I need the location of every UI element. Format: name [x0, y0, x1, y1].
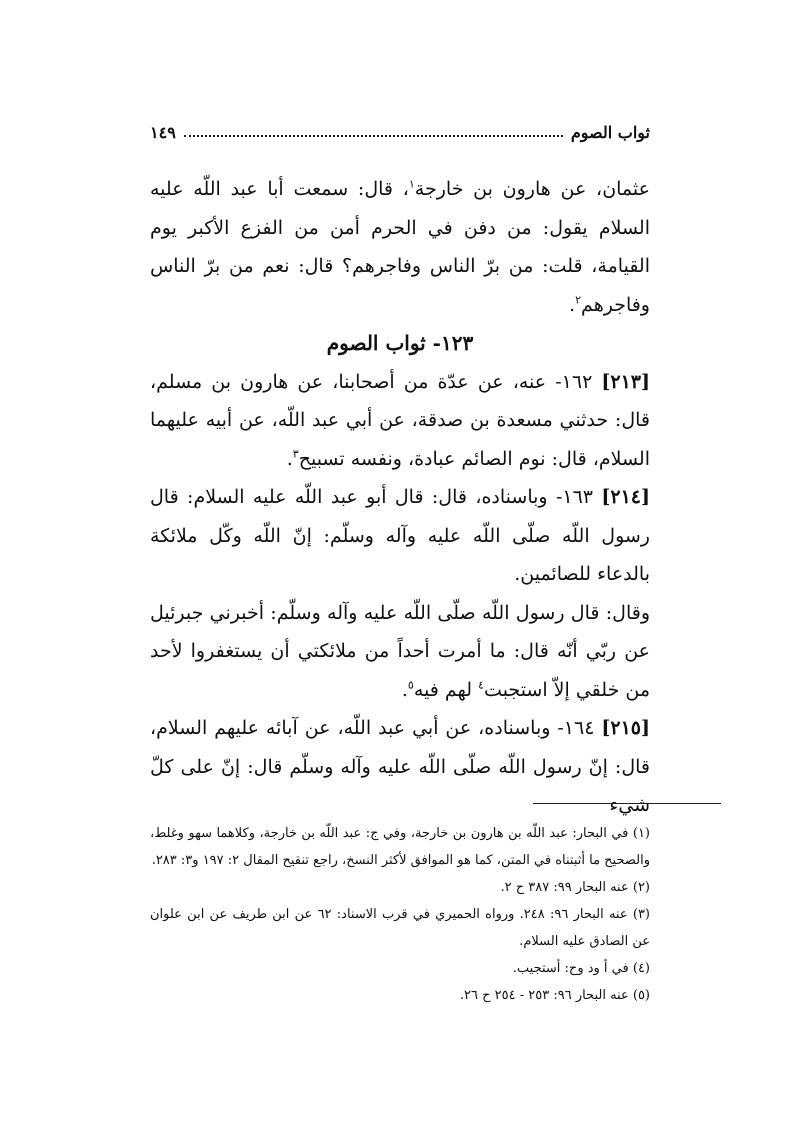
- running-header-title: ثواب الصوم: [570, 122, 650, 142]
- footnote-ref-3[interactable]: ٣: [292, 447, 299, 461]
- hadith-number: [٢١٤]: [601, 486, 650, 508]
- section-title: ١٢٣- ثواب الصوم: [326, 331, 474, 355]
- hadith-text: ١٦٢- عنه، عن عدّة من أصحابنا، عن هارون بن مسلم، قال: حدثني مسعدة بن صدقة، عن أبي عبد اللّه، عن أبيه عليهما السلام، قال: نوم الصائم عبادة، ونفسه تسبيح: [150, 370, 650, 470]
- paragraph-text: عثمان، عن هارون بن خارجة: [414, 178, 650, 200]
- hadith-text: .: [286, 447, 293, 470]
- footnote-ref-5[interactable]: ٥: [407, 678, 414, 692]
- footnote-ref-2[interactable]: ٢: [575, 293, 582, 307]
- hadith-text: ١٦٣- وباسناده، قال: قال أبو عبد اللّه عليه السلام: قال رسول اللّه صلّى اللّه عليه وآله وسلّم: إنّ اللّه وكّل ملائكة بالدعاء للصائمين.: [150, 486, 650, 585]
- paragraph-text: ، قال: سمعت أبا عبد اللّه عليه السلام يقول: من دفن في الحرم أمن من الفزع الأكبر يوم القيامة، قلت: من برّ الناس وفاجرهم؟ قال: نعم من برّ الناس وفاجرهم: [150, 178, 650, 316]
- hadith-text: ١٦٤- وباسناده، عن أبي عبد اللّه، عن آبائه عليهم السلام، قال: إنّ رسول اللّه صلّى اللّه عليه وآله وسلّم قال: إنّ على كلّ شيء: [150, 717, 650, 816]
- hadith-number: [٢١٥]: [601, 717, 650, 739]
- footnote-ref-4[interactable]: ٤: [478, 678, 485, 692]
- page-number: ١٤٩: [150, 122, 176, 142]
- paragraph-text: .: [401, 678, 408, 701]
- main-text: [150, 170, 650, 825]
- footnote-ref-1[interactable]: ١: [408, 177, 415, 191]
- footnote-separator: [533, 803, 721, 804]
- footnote-3: (٣) عنه البحار ٩٦: ٢٤٨. ورواه الحميري في قرب الاسناد: ٦٢ عن ابن طريف عن ابن علوان عن الصادق عليه السلام.: [150, 907, 650, 949]
- footnote-4: (٤) في أ ود وح: أستجيب.: [512, 961, 650, 976]
- paragraph-continuation: [150, 170, 650, 324]
- hadith-215: [150, 709, 650, 825]
- running-header: [150, 118, 650, 146]
- paragraph-text: .: [569, 293, 576, 316]
- hadith-number: [٢١٣]: [601, 370, 651, 393]
- hadith-213: [150, 363, 650, 479]
- footnote-5: (٥) عنه البحار ٩٦: ٢٥٣ - ٢٥٤ ح ٢٦.: [459, 988, 650, 1003]
- paragraph-waqal: [150, 594, 650, 710]
- leader-dots: [184, 127, 563, 137]
- hadith-214: [150, 478, 650, 594]
- paragraph-text: لهم فيه: [413, 678, 479, 701]
- footnote-2: (٢) عنه البحار ٩٩: ٣٨٧ ح ٢.: [500, 880, 650, 895]
- footnote-1: (١) في البحار: عبد اللّه بن هارون بن خارجة، وفي ج: عبد اللّه بن خارجة، وكلاهما سهو وغلط، والصحيح ما أثبتناه في المتن، كما هو الموافق لأكثر النسخ، راجع تنقيح المقال ٢: ١٩٧ و٣: ٢٨٣.: [150, 826, 650, 868]
- paragraph-text: وقال: قال رسول اللّه صلّى اللّه عليه وآله وسلّم: أخبرني جبرئيل عن ربّي أنّه قال: ما أمرت أحداً من ملائكتي أن يستغفروا لأحد من خلقي إلاّ استجبت: [150, 601, 650, 701]
- footnotes: [150, 820, 650, 1009]
